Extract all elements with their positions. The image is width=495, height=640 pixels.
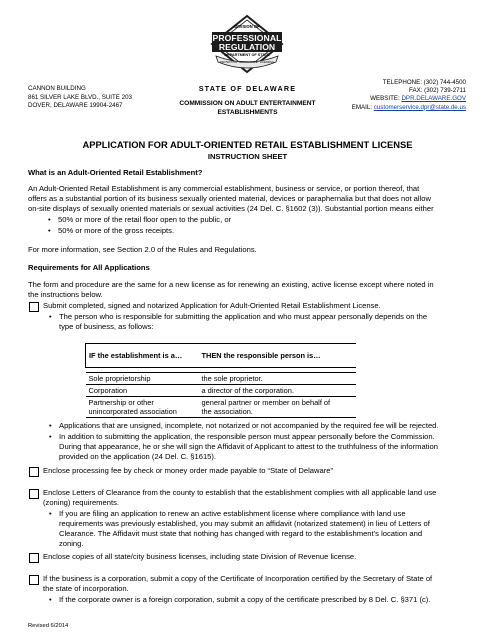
checkbox-letters-of-clearance[interactable] (29, 489, 39, 499)
table-cell-if-line-2: unincorporated association (88, 407, 177, 416)
page-subtitle: INSTRUCTION SHEET (207, 152, 288, 161)
incorporation-sub-bullet: • If the corporate owner is a foreign corporation, submit a copy of the certificate prescribed by 8 Del. C. §371 (c). (59, 595, 479, 605)
table-header-if: IF the establishment is a… (86, 344, 199, 368)
seal-top-text: DIVISION OF (234, 24, 260, 29)
requirements-line-1: The form and procedure are the same for a new license as for renewing an existing, active license except where noted in (28, 280, 434, 289)
checkbox-submit-application[interactable] (29, 302, 39, 312)
table-cell-if: Sole proprietorship (86, 373, 199, 385)
table-cell-if (86, 397, 199, 418)
seal-main-line1: PROFESSIONAL (212, 33, 282, 43)
telephone: TELEPHONE: (302) 744-4500 (382, 79, 466, 86)
state-title: STATE OF DELAWARE (198, 84, 297, 93)
address-line-3: DOVER, DELAWARE 19904-2467 (28, 102, 123, 110)
seal-band-text: PROTECTING · RESPONSIBLE · LICENSING (220, 61, 274, 64)
appearance-line-2: During that appearance, he or she will sign the Affidavit of Applicant to attest to the truthfulness of the information (59, 442, 438, 451)
clearance-sub-line-2: requirements was previously established, you may submit an affidavit (notarized statement) in lieu of Letters of (59, 519, 430, 528)
section-heading-requirements: Requirements for All Applications (28, 263, 150, 272)
appearance-line-1: • In addition to submitting the application, the responsible person must appear personally before the Commission. (59, 432, 435, 441)
table-cell-if: Corporation (86, 385, 199, 397)
more-info-text: For more information, see Section 2.0 of the Rules and Regulations. (28, 245, 257, 254)
item-1-bullet-line-1: • The person who is responsible for submitting the application and who must appear personally depends on the (59, 312, 428, 321)
table-cell-then (199, 397, 356, 418)
clearance-sub-line-1: • If you are filing an application to renew an active establishment license where compliance with land use (59, 509, 406, 518)
item-1-bullet-line-2: type of business, as follows: (59, 322, 154, 331)
item-1-bullet (59, 312, 479, 332)
appearance-line-3: provided on the application (24 Del. C. §1615). (59, 452, 217, 461)
clearance-line-2: (zoning) requirements. (43, 498, 119, 507)
fax: FAX: (302) 739-2711 (409, 87, 466, 95)
definition-line-1: An Adult-Oriented Retail Establishment is any commercial establishment, business or service, or portion thereof, that (28, 184, 420, 193)
definition-bullet-2: • 50% or more of the gross receipts. (58, 226, 174, 236)
checkbox-certificate-incorporation[interactable] (29, 575, 39, 585)
email-row (296, 104, 466, 112)
section-heading-what-is: What is an Adult-Oriented Retail Establishment? (28, 168, 203, 177)
clearance-sub-line-3: Clearance. The Affidavit must state that nothing has changed with regard to the establishment’s location and (59, 529, 423, 538)
revision-date: Revised 6/2014 (28, 623, 69, 629)
item-submit-application: Submit completed, signed and notarized Application for Adult-Oriented Retail Establishment License. (43, 301, 381, 310)
table-row (86, 397, 356, 418)
definition-bullet-1: • 50% or more of the retail floor open to the public, or (58, 215, 231, 225)
seal-main-line2: REGULATION (218, 42, 276, 52)
table-row (86, 373, 356, 385)
table-cell-then-line-2: the association. (201, 407, 253, 416)
requirements-intro (28, 280, 478, 300)
incorporation-line-1: If the business is a corporation, submit a copy of the Certificate of Incorporation certified by the Secretary of State of (43, 574, 433, 583)
definition-paragraph (28, 184, 478, 214)
appearance-bullet (59, 432, 479, 462)
checkbox-processing-fee[interactable] (29, 467, 39, 477)
item-processing-fee: Enclose processing fee by check or money order made payable to “State of Delaware” (43, 466, 333, 475)
table-cell-then: a director of the corporation. (199, 385, 356, 397)
definition-line-2: offers as a substantial portion of its business sexually oriented material, devices or paraphernalia but that does not allow (28, 194, 431, 203)
address-line-1: CANNON BUILDING (28, 85, 86, 92)
contact-block (296, 79, 466, 112)
table-row (86, 385, 356, 397)
table-cell-if-line-1: Partnership or other (88, 398, 154, 407)
website-link[interactable]: DPR.DELAWARE.GOV (401, 95, 466, 103)
clearance-sub-line-4: zoning. (59, 539, 84, 548)
address-line-2: 861 SILVER LAKE BLVD., SUITE 203 (28, 93, 132, 101)
commission-line-2: ESTABLISHMENTS (217, 109, 278, 116)
requirements-line-2: the instructions below. (28, 290, 103, 299)
commission-line-1: COMMISSION ON ADULT ENTERTAINMENT (179, 100, 316, 107)
page-title: APPLICATION FOR ADULT-ORIENTED RETAIL ESTABLISHMENT LICENSE (82, 139, 413, 150)
checkbox-business-licenses[interactable] (29, 553, 39, 563)
item-certificate-incorporation (43, 574, 483, 594)
table-cell-then: the sole proprietor. (199, 373, 356, 385)
email-link[interactable]: customerservice.dpr@state.de.us (373, 103, 466, 111)
item-business-licenses: Enclose copies of all state/city business licenses, including state Division of Revenue license. (43, 552, 357, 561)
website-row (296, 95, 466, 103)
responsible-person-table (85, 343, 355, 418)
seal-logo (204, 14, 290, 74)
incorporation-line-2: the state of incorporation. (43, 584, 129, 593)
definition-line-3: on-site displays of sexually oriented materials or sexual activities (24 Del. C. §1602 (3)). Substantial portion means either (28, 204, 434, 213)
seal-sub-text: DEPARTMENT OF STATE (224, 53, 270, 57)
email-label: EMAIL: (351, 103, 374, 111)
website-label: WEBSITE: (370, 95, 402, 103)
item-letters-of-clearance (43, 488, 483, 508)
clearance-sub-bullet (59, 509, 479, 549)
table-header-then: THEN the responsible person is… (199, 344, 356, 368)
address-block (28, 85, 132, 111)
table-cell-then-line-1: general partner or member on behalf of (201, 398, 331, 407)
rejection-bullet: • Applications that are unsigned, incomplete, not notarized or not accompanied by the required fee will be rejected. (59, 421, 479, 431)
clearance-line-1: Enclose Letters of Clearance from the county to establish that the establishment complies with all applicable land use (43, 488, 437, 497)
